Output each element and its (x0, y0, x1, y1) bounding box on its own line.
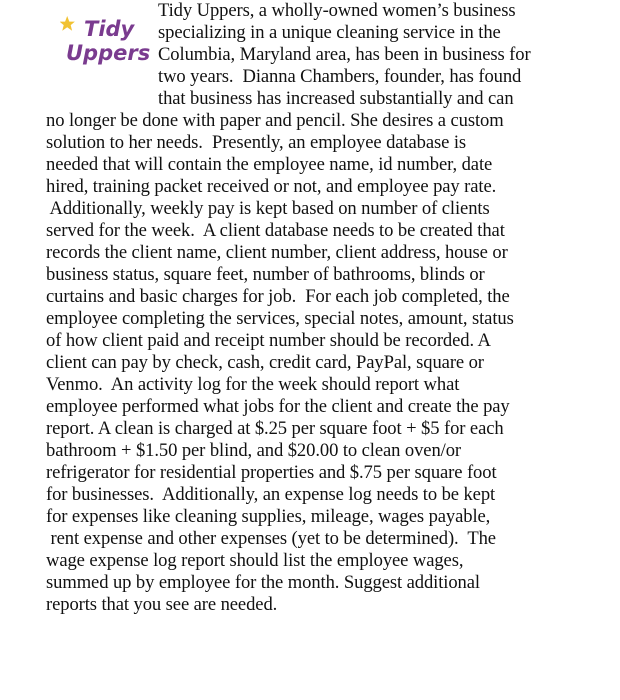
paragraph-line-9: hired, training packet received or not, and employee pay rate. (46, 176, 497, 197)
paragraph-line-27: summed up by employee for the month. Suggest additional (46, 572, 480, 593)
paragraph-line-18: Venmo. An activity log for the week should report what (46, 374, 460, 395)
paragraph-line-1: Tidy Uppers, a wholly-owned women’s business (158, 0, 516, 21)
paragraph-line-17: client can pay by check, cash, credit card, PayPal, square or (46, 352, 484, 373)
paragraph-line-13: business status, square feet, number of bathrooms, blinds or (46, 264, 485, 285)
paragraph-line-25: rent expense and other expenses (yet to be determined). The (46, 528, 496, 549)
paragraph-line-19: employee performed what jobs for the client and create the pay (46, 396, 510, 417)
paragraph-line-11: served for the week. A client database needs to be created that (46, 220, 505, 241)
paragraph-line-12: records the client name, client number, client address, house or (46, 242, 508, 263)
paragraph-line-16: of how client paid and receipt number should be recorded. A (46, 330, 491, 351)
paragraph-line-6: no longer be done with paper and pencil. She desires a custom (46, 110, 504, 131)
paragraph-line-23: for businesses. Additionally, an expense log needs to be kept (46, 484, 496, 505)
paragraph-line-15: employee completing the services, special notes, amount, status (46, 308, 514, 329)
paragraph-line-5: that business has increased substantially and can (158, 88, 514, 109)
paragraph-line-10: Additionally, weekly pay is kept based on number of clients (46, 198, 490, 219)
paragraph-line-22: refrigerator for residential properties and $.75 per square foot (46, 462, 497, 483)
paragraph-line-14: curtains and basic charges for job. For each job completed, the (46, 286, 510, 307)
paragraph-line-4: two years. Dianna Chambers, founder, has found (158, 66, 522, 87)
paragraph-line-2: specializing in a unique cleaning service in the (158, 22, 501, 43)
paragraph-line-7: solution to her needs. Presently, an employee database is (46, 132, 467, 153)
logo-line-2: Uppers (66, 41, 150, 65)
paragraph-line-21: bathroom + $1.50 per blind, and $20.00 to clean oven/or (46, 440, 461, 461)
logo-line-1: Tidy (84, 17, 135, 41)
paragraph-line-3: Columbia, Maryland area, has been in business for (158, 44, 531, 65)
paragraph-line-20: report. A clean is charged at $.25 per square foot + $5 for each (46, 418, 504, 439)
paragraph-line-24: for expenses like cleaning supplies, mileage, wages payable, (46, 506, 491, 527)
paragraph-line-26: wage expense log report should list the employee wages, (46, 550, 464, 571)
paragraph-line-28: reports that you see are needed. (46, 594, 278, 615)
paragraph-line-8: needed that will contain the employee name, id number, date (46, 154, 493, 175)
